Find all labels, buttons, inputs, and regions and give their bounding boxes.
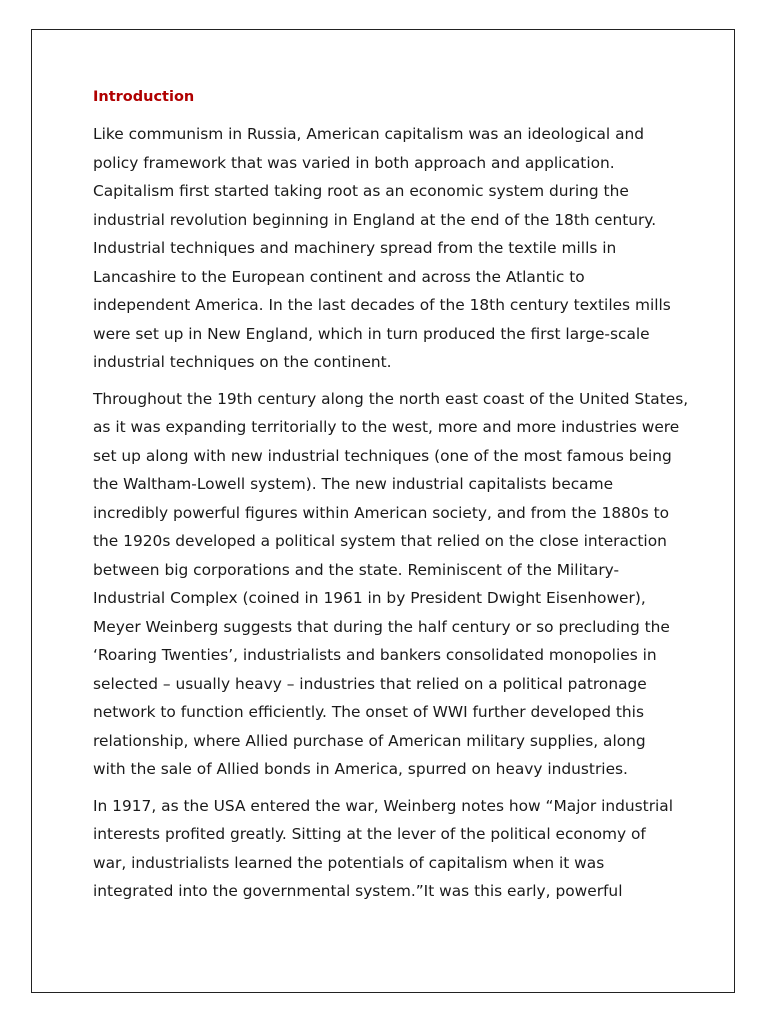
text-line: independent America. In the last decades of the 18th century textiles mills — [93, 296, 671, 314]
text-line: network to function efficiently. The onset of WWI further developed this — [93, 703, 644, 721]
text-line: with the sale of Allied bonds in America, spurred on heavy industries. — [93, 760, 628, 778]
text-line: selected – usually heavy – industries that relied on a political patronage — [93, 674, 647, 693]
text-line: Industrial techniques and machinery spread from the textile mills in — [93, 239, 617, 257]
text-line: war, industrialists learned the potentials of capitalism when it was — [93, 853, 605, 872]
section-heading: Introduction — [93, 89, 195, 105]
text-line: were set up in New England, which in turn produced the first large-scale — [93, 324, 650, 343]
text-line: Lancashire to the European continent and across the Atlantic to — [93, 267, 585, 286]
text-line: set up along with new industrial techniques (one of the most famous being — [93, 446, 672, 465]
text-line: interests profited greatly. Sitting at the lever of the political economy of — [93, 825, 646, 843]
text-line: integrated into the governmental system.”It was this early, powerful — [93, 882, 623, 900]
text-line: between big corporations and the state. Reminiscent of the Military- — [93, 560, 620, 579]
text-line: Throughout the 19th century along the north east coast of the United States, — [93, 389, 689, 408]
paragraph-2 — [93, 385, 693, 784]
text-line: the Waltham-Lowell system). The new industrial capitalists became — [93, 475, 614, 493]
document-content — [93, 86, 693, 914]
paragraph-3 — [93, 792, 693, 906]
text-line: In 1917, as the USA entered the war, Weinberg notes how “Major industrial — [93, 796, 674, 815]
text-line: incredibly powerful figures within American society, and from the 1880s to — [93, 503, 670, 522]
paragraph-1 — [93, 120, 693, 377]
text-line: Meyer Weinberg suggests that during the half century or so precluding the — [93, 617, 670, 636]
text-line: the 1920s developed a political system that relied on the close interaction — [93, 532, 667, 550]
document-page — [31, 29, 735, 993]
text-line: Industrial Complex (coined in 1961 in by President Dwight Eisenhower), — [93, 589, 646, 607]
text-line: ‘Roaring Twenties’, industrialists and bankers consolidated monopolies in — [93, 646, 657, 664]
text-line: Capitalism first started taking root as an economic system during the — [93, 182, 629, 200]
text-line: policy framework that was varied in both approach and application. — [93, 153, 615, 172]
text-line: industrial revolution beginning in England at the end of the 18th century. — [93, 210, 657, 229]
text-line: Like communism in Russia, American capitalism was an ideological and — [93, 125, 645, 143]
text-line: relationship, where Allied purchase of American military supplies, along — [93, 731, 646, 750]
text-line: as it was expanding territorially to the west, more and more industries were — [93, 418, 680, 436]
text-line: industrial techniques on the continent. — [93, 353, 392, 371]
